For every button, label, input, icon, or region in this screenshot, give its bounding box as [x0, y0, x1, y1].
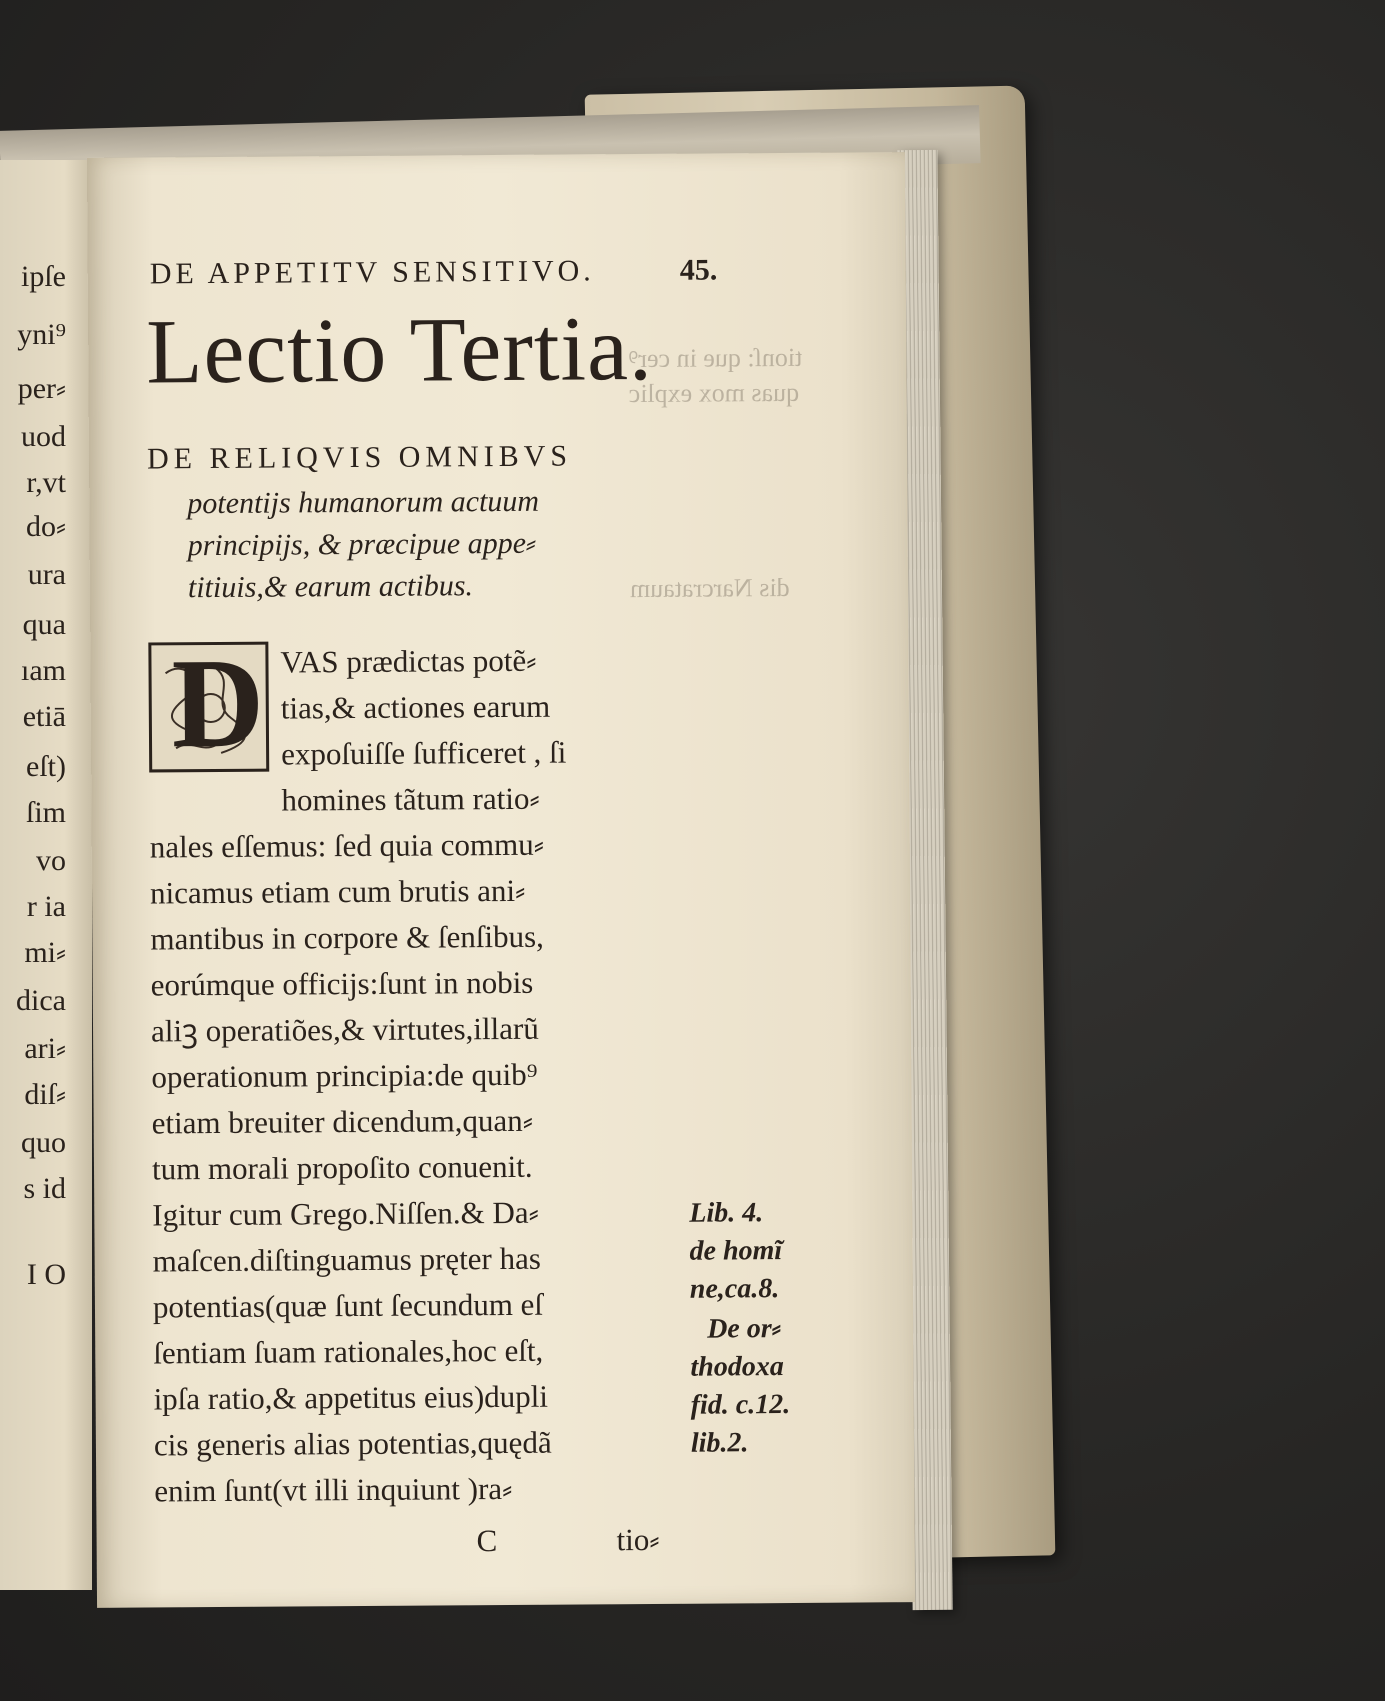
- body-line: tias,& actiones earum: [280, 688, 551, 726]
- body-line: aliꝫ operatiões,& virtutes,illarũ: [150, 1010, 539, 1049]
- body-line: homines tãtum ratio⸗: [281, 780, 540, 818]
- body-line: VAS prædictas potẽ⸗: [280, 642, 537, 680]
- margin-note-line: fid. c.12.: [690, 1388, 791, 1421]
- subtitle-italic-line: titiuis,& earum actibus.: [187, 569, 474, 605]
- left-page-line: r ia: [26, 890, 66, 923]
- right-page: [87, 152, 915, 1608]
- left-page-fragment: [0, 160, 92, 1590]
- body-line: eorúmque officijs:ſunt in nobis: [150, 964, 534, 1003]
- left-page-line: quo: [21, 1126, 66, 1159]
- show-through-text: quas mox explic: [628, 377, 800, 409]
- body-line: expoſuiſſe ſufficeret , ſi: [280, 734, 567, 772]
- left-page-line: r,vt: [26, 466, 66, 499]
- signature-mark: C: [476, 1523, 498, 1559]
- show-through-text: dis Narcrataum: [629, 572, 790, 604]
- left-page-line: etiā: [22, 700, 66, 733]
- body-line: enim ſunt(vt illi inquiunt )ra⸗: [154, 1470, 513, 1509]
- margin-note-line: de homĩ: [689, 1235, 783, 1267]
- body-line: potentias(quæ ſunt ſecundum eſ: [152, 1286, 544, 1325]
- left-page-line: uod: [21, 420, 66, 453]
- drop-cap-letter: D: [171, 631, 265, 775]
- body-line: cis generis alias potentias,quędã: [153, 1424, 552, 1463]
- left-page-line: do⸗: [26, 510, 66, 543]
- body-line: ipſa ratio,& appetitus eius)dupli: [153, 1378, 549, 1417]
- left-page-line: eſt): [26, 750, 66, 783]
- body-line: operationum principia:de quib⁹: [151, 1056, 538, 1095]
- subtitle-caps: DE RELIQVIS OMNIBVS: [146, 439, 573, 476]
- margin-note-line: Lib. 4.: [689, 1197, 764, 1229]
- subtitle-italic-line: principijs, & præcipue appe⸗: [187, 526, 537, 563]
- show-through-text: tionſ: que in cerꝰ: [628, 342, 803, 374]
- left-page-line: ipſe: [21, 260, 66, 293]
- body-line: maſcen.diſtinguamus pręter has: [152, 1240, 542, 1279]
- running-head: DE APPETITV SENSITIVO.: [149, 254, 595, 291]
- left-page-line: dica: [16, 984, 66, 1017]
- body-line: etiam breuiter dicendum,quan⸗: [151, 1102, 534, 1141]
- body-line: mantibus in corpore & ſenſibus,: [150, 918, 544, 957]
- left-page-line: yni⁹: [17, 318, 66, 351]
- body-line: Igitur cum Grego.Niſſen.& Da⸗: [152, 1194, 539, 1233]
- margin-note-line: thodoxa: [690, 1351, 784, 1383]
- body-line: tum morali propoſito conuenit.: [151, 1148, 533, 1187]
- body-line: nales eſſemus: ſed quia commu⸗: [149, 826, 545, 865]
- left-page-line: ura: [27, 558, 66, 591]
- left-page-line: ari⸗: [24, 1032, 66, 1065]
- lectio-heading: Lectio Tertia.: [145, 296, 654, 403]
- left-page-line: vo: [36, 844, 66, 877]
- left-page-line: s id: [23, 1172, 66, 1205]
- left-page-line: diſ⸗: [24, 1078, 66, 1111]
- left-page-line: I O: [26, 1258, 66, 1291]
- body-line: ſentiam ſuam rationales,hoc eſt,: [153, 1332, 544, 1371]
- left-page-line: ſim: [25, 796, 66, 829]
- decorated-initial: [148, 631, 269, 775]
- left-page-line: mi⸗: [24, 936, 66, 969]
- margin-note-line: De or⸗: [707, 1313, 782, 1345]
- body-line: nicamus etiam cum brutis ani⸗: [149, 872, 526, 911]
- margin-note-line: ne,ca.8.: [689, 1273, 780, 1305]
- page-number: 45.: [679, 253, 718, 287]
- subtitle-italic-line: potentijs humanorum actuum: [187, 484, 540, 521]
- left-page-line: ıam: [21, 654, 66, 687]
- left-page-line: qua: [22, 608, 66, 641]
- left-page-line: per⸗: [17, 372, 66, 405]
- margin-note-line: lib.2.: [690, 1427, 749, 1459]
- catchword: tio⸗: [616, 1521, 660, 1558]
